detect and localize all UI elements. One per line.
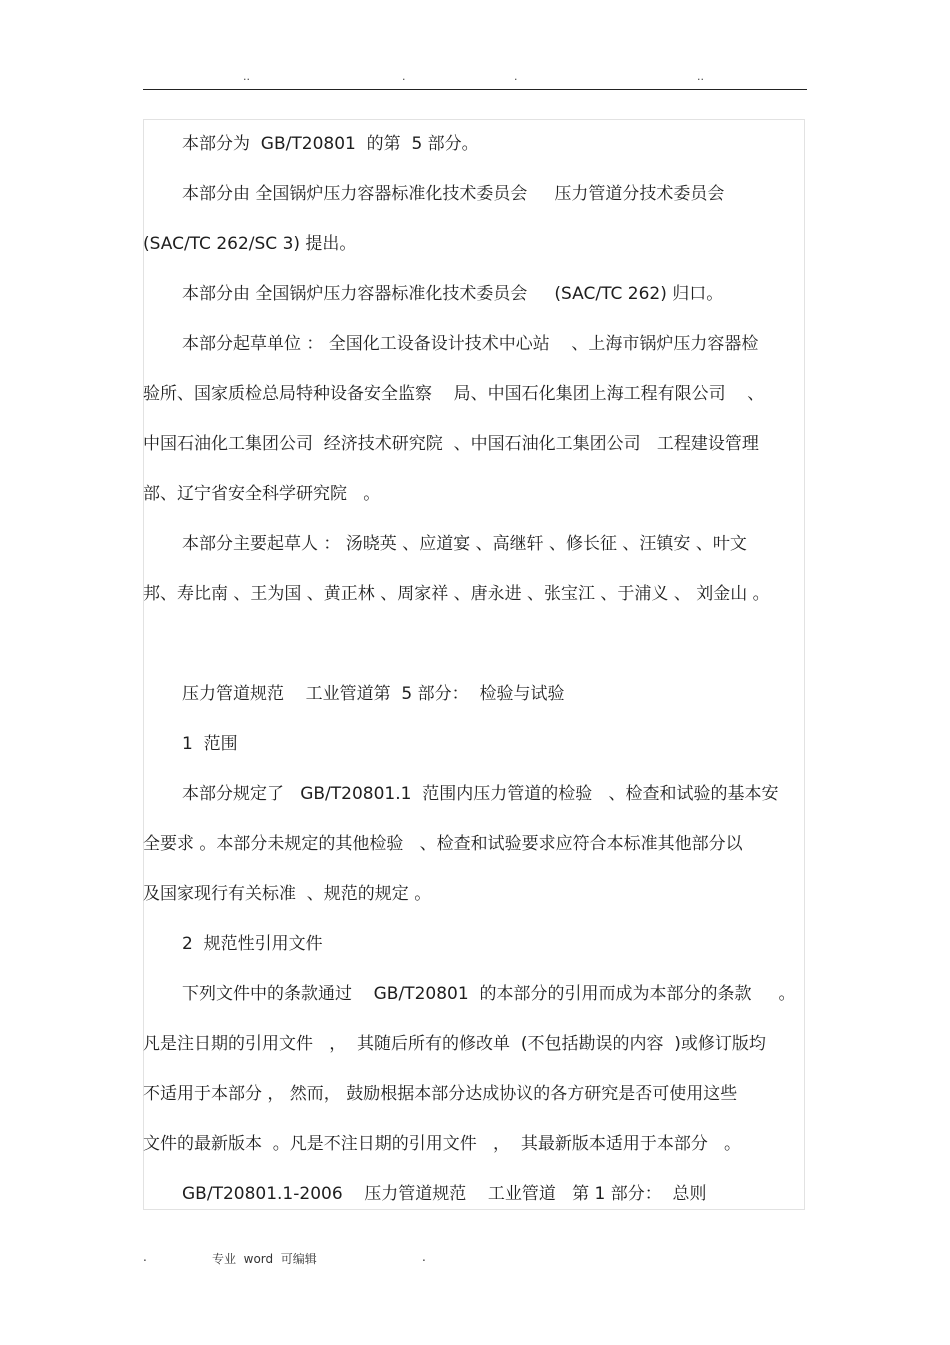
section-heading: 1 范围: [182, 734, 238, 754]
paragraph-line: 本部分主要起草人 ： 汤晓英 、应道宴 、高继轩 、修长征 、汪镇安 、叶文: [182, 534, 747, 554]
section-heading: 2 规范性引用文件: [182, 934, 323, 954]
paragraph-line: 凡是注日期的引用文件 ， 其随后所有的修改单 (不包括勘误的内容 )或修订版均: [143, 1034, 766, 1054]
footer-dot-right: .: [422, 1250, 426, 1264]
header-dot-2: .: [402, 70, 406, 83]
section-title: 压力管道规范 工业管道第 5 部分： 检验与试验: [182, 684, 565, 704]
paragraph-line: 不适用于本部分 ， 然而， 鼓励根据本部分达成协议的各方研究是否可使用这些: [143, 1084, 738, 1104]
paragraph-line: 邦、寿比南 、王为国 、黄正林 、周家祥 、唐永进 、张宝江 、于浦义 、 刘金山 。: [143, 584, 770, 604]
paragraph-line: 验所、国家质检总局特种设备安全监察 局、中国石化集团上海工程有限公司 、: [143, 384, 765, 404]
paragraph-line: 本部分规定了 GB/T20801.1 范围内压力管道的检验 、检查和试验的基本安: [182, 784, 779, 804]
header-dot-4: ..: [697, 70, 704, 83]
paragraph-line: 下列文件中的条款通过 GB/T20801 的本部分的引用而成为本部分的条款 。: [182, 984, 796, 1004]
header-dot-1: ..: [243, 70, 250, 83]
paragraph-line: 本部分为 GB/T20801 的第 5 部分。: [182, 134, 479, 154]
footer-dot-left: .: [143, 1250, 147, 1264]
footer-label: 专业 word 可编辑: [212, 1252, 317, 1266]
header-dot-3: .: [514, 70, 518, 83]
page-footer: [143, 1250, 807, 1270]
header-rule: [143, 89, 807, 90]
paragraph-line: 文件的最新版本 。凡是不注日期的引用文件 ， 其最新版本适用于本部分 。: [143, 1134, 742, 1154]
paragraph-line: 部、辽宁省安全科学研究院 。: [143, 484, 381, 504]
paragraph-line: 全要求 。本部分未规定的其他检验 、检查和试验要求应符合本标准其他部分以: [143, 834, 743, 854]
paragraph-line: 本部分由 全国锅炉压力容器标准化技术委员会 压力管道分技术委员会: [182, 184, 725, 204]
paragraph-line: 本部分由 全国锅炉压力容器标准化技术委员会 (SAC/TC 262) 归口。: [182, 284, 724, 304]
paragraph-line: 及国家现行有关标准 、规范的规定 。: [143, 884, 432, 904]
paragraph-line: 本部分起草单位 ： 全国化工设备设计技术中心站 、上海市锅炉压力容器检: [182, 334, 759, 354]
paragraph-line: 中国石油化工集团公司 经济技术研究院 、中国石油化工集团公司 工程建设管理: [143, 434, 759, 454]
reference-entry: GB/T20801.1-2006 压力管道规范 工业管道 第 1 部分： 总则: [182, 1184, 707, 1204]
paragraph-line: (SAC/TC 262/SC 3) 提出。: [143, 234, 357, 254]
page-header-dots: [143, 70, 807, 88]
